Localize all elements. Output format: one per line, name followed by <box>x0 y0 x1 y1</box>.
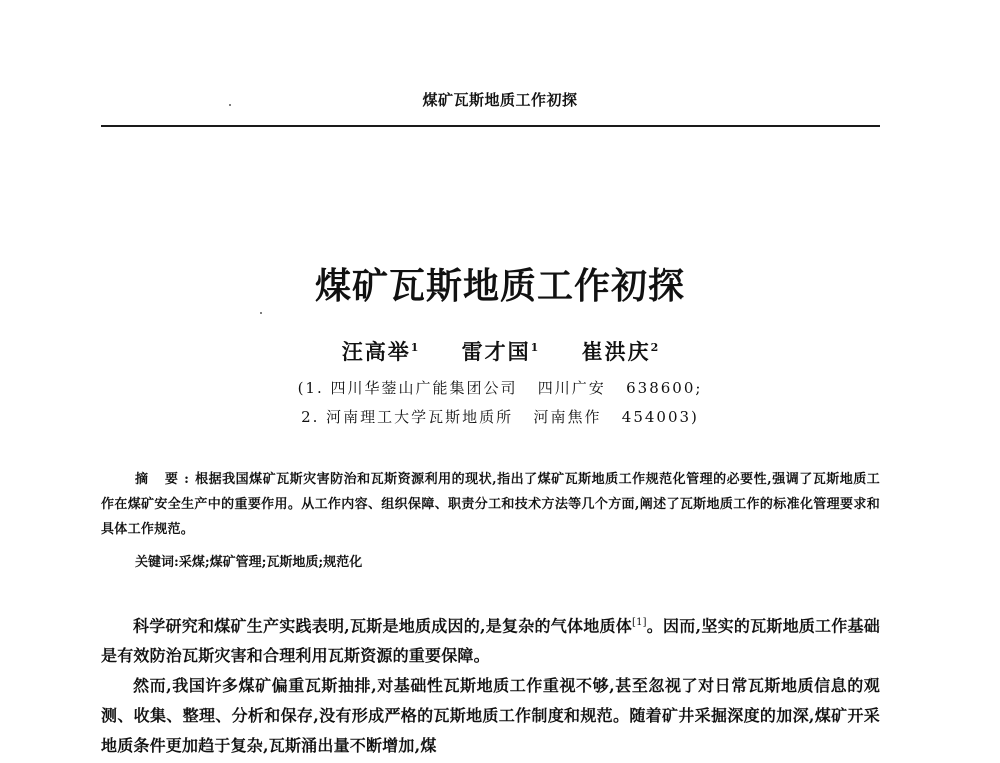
author-list <box>0 336 1000 366</box>
header-rule <box>101 125 880 127</box>
author-affil-mark: 1 <box>530 341 539 354</box>
citation-ref[interactable]: [1] <box>631 617 647 628</box>
abstract-label: 摘 要: <box>135 472 195 487</box>
keywords <box>101 550 880 575</box>
keywords-label: 关键词: <box>135 555 179 570</box>
author-affil-mark: 1 <box>410 341 419 354</box>
author <box>342 339 419 364</box>
author-name: 汪高举 <box>341 339 411 364</box>
paragraph <box>101 608 880 671</box>
paragraph-text: 。因而,坚实的瓦斯地质工作基础是有效防治瓦斯灾害和合理利用瓦斯资源的重要保障。 <box>101 616 880 666</box>
paragraph: 然而,我国许多煤矿偏重瓦斯抽排,对基础性瓦斯地质工作重视不够,甚至忽视了对日常瓦斯地质信息的观测、收集、整理、分析和保存,没有形成严格的瓦斯地质工作制度和规范。随着矿井采掘深度的加深,煤矿开采地质条件更加趋于复杂,瓦斯涌出量不断增加,煤 <box>101 676 880 756</box>
keywords-text: 采煤;煤矿管理;瓦斯地质;规范化 <box>178 555 363 570</box>
author-name: 崔洪庆 <box>581 339 651 364</box>
affiliation: 2. 河南理工大学瓦斯地质所 河南焦作 454003) <box>301 408 699 426</box>
author-name: 雷才国 <box>461 339 531 364</box>
paragraph-text: 科学研究和煤矿生产实践表明,瓦斯是地质成因的,是复杂的气体地质体 <box>133 616 632 636</box>
paper-title: 煤矿瓦斯地质工作初探 <box>314 266 685 307</box>
body-text <box>101 608 880 761</box>
running-header: 煤矿瓦斯地质工作初探 <box>422 91 578 109</box>
author-affil-mark: 2 <box>650 341 659 354</box>
scan-speck <box>229 104 231 106</box>
abstract-text: 根据我国煤矿瓦斯灾害防治和瓦斯资源利用的现状,指出了煤矿瓦斯地质工作规范化管理的必要性,强调了瓦斯地质工作在煤矿安全生产中的重要作用。从工作内容、组织保障、职责分工和技术方法等几个方面,阐述了瓦斯地质工作的标准化管理要求和具体工作规范。 <box>101 472 881 537</box>
author <box>462 339 539 364</box>
affiliation: (1. 四川华蓥山广能集团公司 四川广安 638600; <box>297 379 703 397</box>
scan-speck <box>260 312 262 314</box>
author <box>582 339 659 364</box>
abstract <box>101 467 880 542</box>
